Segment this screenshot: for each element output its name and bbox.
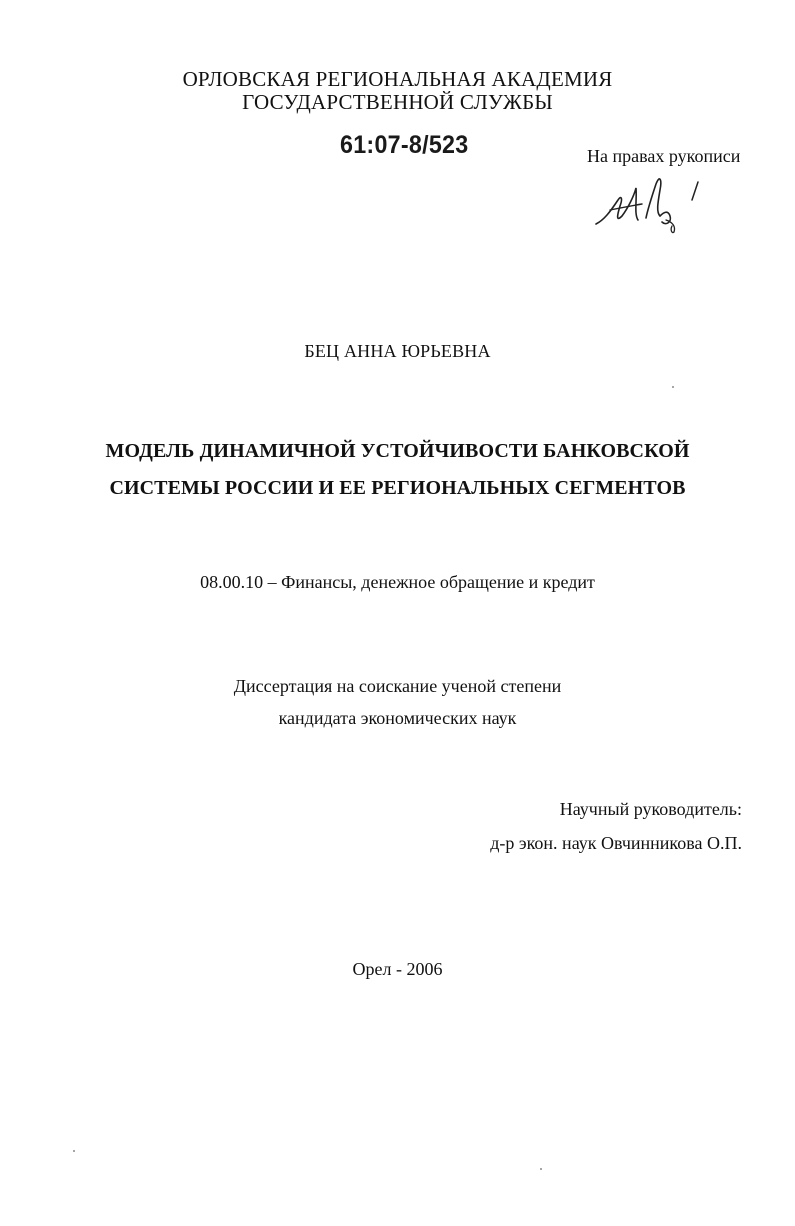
manuscript-rights-label: На правах рукописи xyxy=(587,146,741,166)
degree-line-1: Диссертация на соискание ученой степени xyxy=(233,676,562,696)
institution-line-2: ГОСУДАРСТВЕННОЙ СЛУЖБЫ xyxy=(242,90,553,114)
supervisor-block xyxy=(490,792,742,860)
dissertation-title xyxy=(0,433,795,507)
institution-name xyxy=(0,68,795,114)
degree-statement xyxy=(0,670,795,734)
supervisor-label: Научный руководитель: xyxy=(559,799,742,819)
degree-line-2: кандидата экономических наук xyxy=(278,708,517,728)
scan-speck xyxy=(672,386,674,388)
catalog-stamp: 61:07-8/523 xyxy=(340,131,469,159)
title-line-2: СИСТЕМЫ РОССИИ И ЕЕ РЕГИОНАЛЬНЫХ СЕГМЕНТОВ xyxy=(109,477,686,499)
signature-image xyxy=(590,170,710,240)
author-name: БЕЦ АННА ЮРЬЕВНА xyxy=(304,341,491,361)
scan-speck xyxy=(73,1150,75,1152)
place-year: Орел - 2006 xyxy=(352,959,443,979)
title-line-1: МОДЕЛЬ ДИНАМИЧНОЙ УСТОЙЧИВОСТИ БАНКОВСКОЙ xyxy=(105,440,690,462)
institution-line-1: ОРЛОВСКАЯ РЕГИОНАЛЬНАЯ АКАДЕМИЯ xyxy=(182,67,613,91)
scan-speck xyxy=(540,1168,542,1170)
supervisor-name: д-р экон. наук Овчинникова О.П. xyxy=(490,833,742,853)
specialty-code: 08.00.10 – Финансы, денежное обращение и кредит xyxy=(200,572,595,592)
